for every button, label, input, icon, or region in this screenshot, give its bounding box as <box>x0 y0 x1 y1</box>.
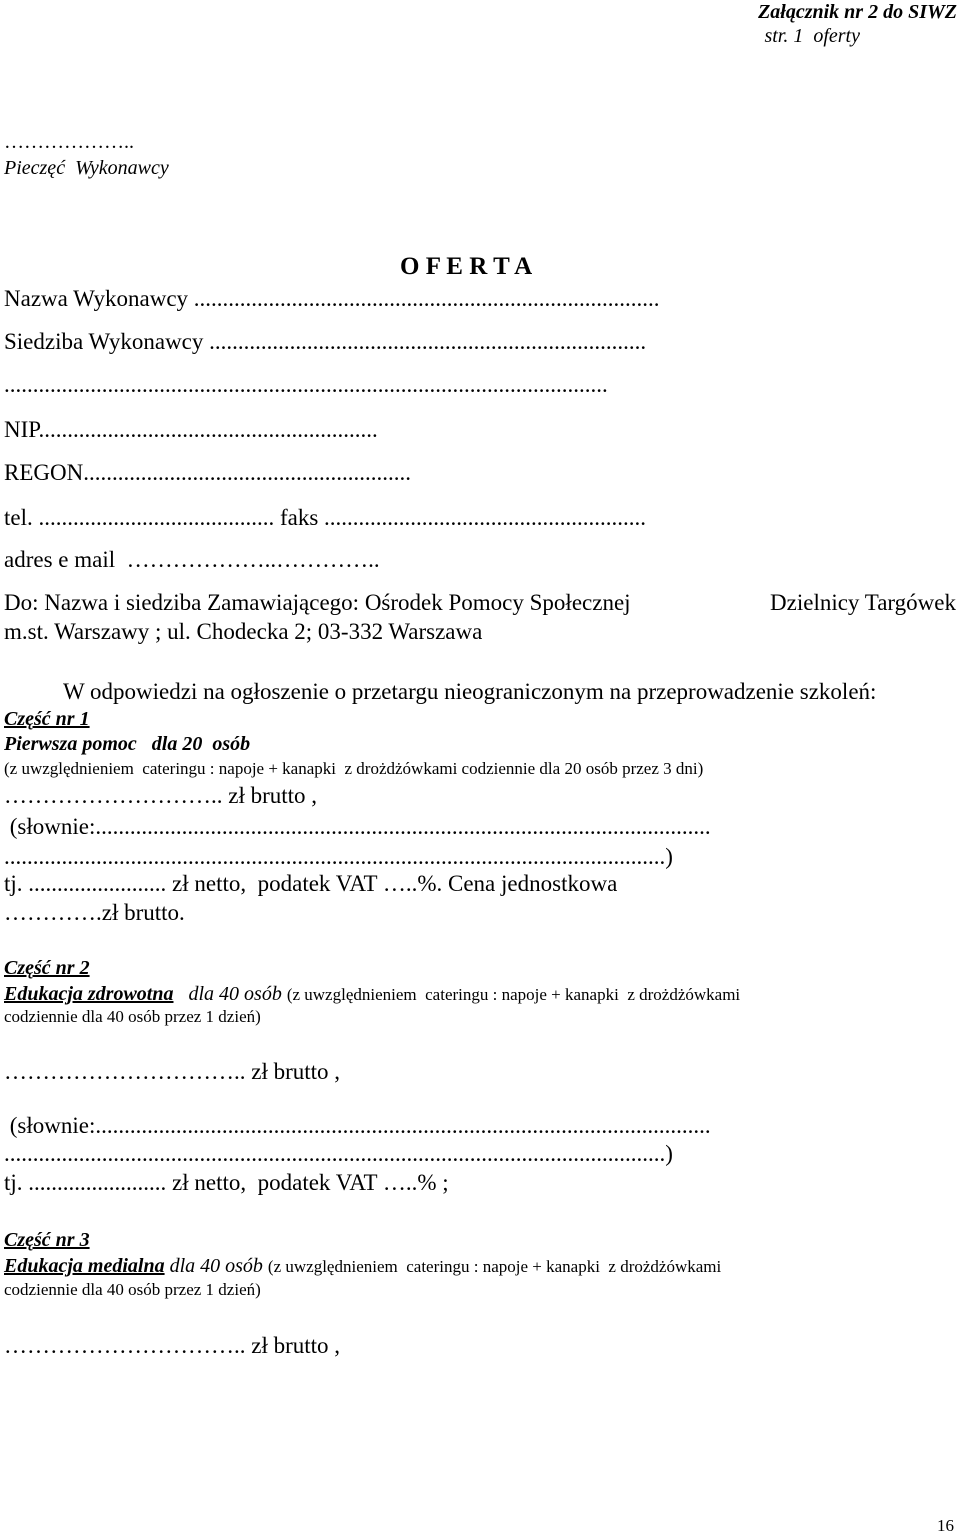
part3-details-inline: (z uwzględnieniem cateringu : napoje + kanapki z drożdżówkami <box>267 1257 722 1276</box>
part1-gross-field: ……………………….. zł brutto , <box>4 783 318 808</box>
part2-words-continuation: ...................................................................................................................) <box>4 1141 673 1166</box>
phone-fax-field: tel. ......................................... faks ........................................................ <box>4 505 647 530</box>
regon-field: REGON......................................................... <box>4 460 411 485</box>
part2-details-inline: (z uwzględnieniem cateringu : napoje + kanapki z drożdżówkami <box>286 985 741 1004</box>
part1-title-text: Pierwsza pomoc dla 20 osób <box>4 733 251 755</box>
stamp-label: Pieczęć Wykonawcy <box>4 157 169 179</box>
part3-label: Część nr 3 <box>4 1229 90 1251</box>
part1-details: (z uwzględnieniem cateringu : napoje + kanapki z drożdżówkami codziennie dla 20 osób przez 3 dni) <box>4 759 704 778</box>
part3-title-rest: dla 40 osób <box>169 1255 263 1277</box>
part2-gross-field: ………………………….. zł brutto , <box>4 1059 341 1084</box>
nip-field: NIP........................................................... <box>4 417 378 442</box>
part1-label: Część nr 1 <box>4 708 90 730</box>
part1-unit-price: ………….zł brutto. <box>4 900 185 925</box>
part2-title-line <box>4 984 740 1004</box>
part3-details-continuation: codziennie dla 40 osób przez 1 dzień) <box>4 1280 261 1299</box>
contractor-seat-continuation: ......................................................................................................... <box>4 372 608 397</box>
part2-details-continuation: codziennie dla 40 osób przez 1 dzień) <box>4 1007 261 1026</box>
recipient-line-2: m.st. Warszawy ; ul. Chodecka 2; 03-332 Warszawa <box>4 619 483 644</box>
attachment-header: Załącznik nr 2 do SIWZ <box>758 1 957 23</box>
part1-words-continuation: ...................................................................................................................) <box>4 844 673 869</box>
part2-words-field: (słownie:........................................................................................................... <box>4 1113 711 1138</box>
page-number: 16 <box>937 1516 954 1535</box>
stamp-dots: ……………….. <box>4 131 134 153</box>
part1-words-field: (słownie:........................................................................................................... <box>4 814 711 839</box>
part3-title-bold: Edukacja medialna <box>4 1255 165 1277</box>
page-reference: str. 1 oferty <box>764 25 860 47</box>
intro-text: W odpowiedzi na ogłoszenie o przetargu nieograniczonym na przeprowadzenie szkoleń: <box>63 679 877 704</box>
contractor-name-field: Nazwa Wykonawcy ................................................................................. <box>4 286 660 311</box>
recipient-line-1: Do: Nazwa i siedziba Zamawiającego: Ośrodek Pomocy Społecznej <box>4 590 631 615</box>
email-field: adres e mail ………………..………….. <box>4 547 380 572</box>
part2-label: Część nr 2 <box>4 957 90 979</box>
part2-net-field: tj. ........................ zł netto, podatek VAT …..% ; <box>4 1170 449 1195</box>
part3-title-line <box>4 1256 721 1276</box>
page-title: O F E R T A <box>400 253 533 280</box>
part2-title-bold: Edukacja zdrowotna <box>4 983 174 1005</box>
contractor-seat-field: Siedziba Wykonawcy ............................................................................ <box>4 329 647 354</box>
part3-gross-field: ………………………….. zł brutto , <box>4 1333 341 1358</box>
part2-title-rest: dla 40 osób <box>188 983 282 1005</box>
part1-net-field: tj. ........................ zł netto, podatek VAT …..%. Cena jednostkowa <box>4 871 618 896</box>
recipient-line-1-right: Dzielnicy Targówek <box>770 590 956 615</box>
part1-title <box>4 734 250 754</box>
